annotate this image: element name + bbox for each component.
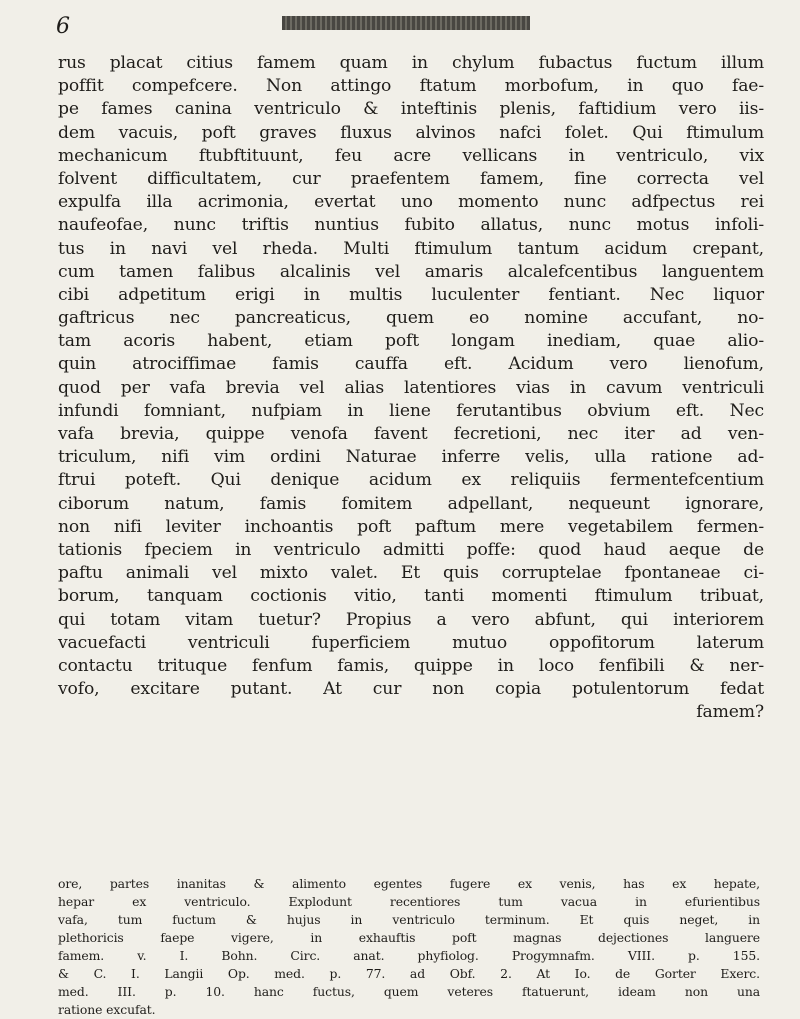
body-line: contactu trituque fenfum famis, quippe in loco fenfibili & ner-: [58, 655, 764, 676]
body-line: tus in navi vel rheda. Multi ftimulum tantum acidum crepant,: [58, 238, 764, 259]
body-line: ftrui poteft. Qui denique acidum ex reliquiis fermentefcentium: [58, 470, 764, 491]
body-line: paftu animali vel mixto valet. Et quis corruptelae fpontaneae ci-: [58, 563, 764, 584]
footnote-line: famem. v. I. Bohn. Circ. anat. phyfiolog. Progymnafm. VIII. p. 155.: [58, 948, 760, 963]
body-line: dem vacuis, poft graves fluxus alvinos nafci folet. Qui ftimulum: [58, 122, 764, 143]
body-line: tationis fpeciem in ventriculo admitti poffe: quod haud aeque de: [58, 539, 764, 560]
body-line: vofo, excitare putant. At cur non copia potulentorum fedat: [58, 679, 764, 700]
body-line: folvent difficultatem, cur praefentem famem, fine correcta vel: [58, 168, 764, 189]
body-line: ciborum natum, famis fomitem adpellant, nequeunt ignorare,: [58, 493, 764, 514]
body-line: vafa brevia, quippe venofa favent fecretioni, nec iter ad ven-: [58, 424, 764, 444]
body-line: cibi adpetitum erigi in multis luculenter fentiant. Nec liquor: [58, 284, 764, 305]
body-line: cum tamen falibus alcalinis vel amaris alcalefcentibus languentem: [58, 261, 764, 282]
footnote-line: vafa, tum fuctum & hujus in ventriculo terminum. Et quis neget, in: [58, 912, 760, 927]
page-number: 6: [56, 14, 70, 39]
footnote-line: & C. I. Langii Op. med. p. 77. ad Obf. 2. At Io. de Gorter Exerc.: [58, 966, 760, 981]
footnote-line: med. III. p. 10. hanc fuctus, quem veteres ftatuerunt, ideam non una: [58, 984, 760, 999]
footnote-line: ore, partes inanitas & alimento egentes fugere ex venis, has ex hepate,: [58, 876, 760, 891]
body-line-final: famem?: [696, 702, 764, 723]
body-line: infundi fomniant, nufpiam in liene ferutantibus obvium eft. Nec: [58, 400, 764, 421]
body-line: vacuefacti ventriculi fuperficiem mutuo oppofitorum laterum: [58, 632, 764, 653]
body-line: gaftricus nec pancreaticus, quem eo nomine accufant, no-: [58, 308, 764, 329]
body-line: expulfa illa acrimonia, evertat uno momento nunc adfpectus rei: [58, 192, 764, 213]
footnote-line: plethoricis faepe vigere, in exhauftis poft magnas dejectiones languere: [58, 930, 760, 945]
body-line: borum, tanquam coctionis vitio, tanti momenti ftimulum tribuat,: [58, 586, 764, 607]
body-line: naufeofae, nunc triftis nuntius fubito allatus, nunc motus infoli-: [58, 215, 764, 236]
body-line: triculum, nifi vim ordini Naturae inferre velis, ulla ratione ad-: [58, 447, 764, 468]
main-body-text: [58, 52, 764, 724]
footnote-line: ratione excufat.: [58, 1002, 156, 1017]
body-line: mechanicum ftubftituunt, feu acre vellicans in ventriculo, vix: [58, 145, 764, 166]
body-line: tam acoris habent, etiam poft longam inediam, quae alio-: [58, 331, 764, 352]
body-line: quod per vafa brevia vel alias latentiores vias in cavum ventriculi: [58, 377, 764, 398]
body-line: rus placat citius famem quam in chylum fubactus fuctum illum: [58, 53, 764, 73]
body-line: non nifi leviter inchoantis poft paftum mere vegetabilem fermen-: [58, 516, 764, 537]
body-line: quin atrociffimae famis cauffa eft. Acidum vero lienofum,: [58, 354, 764, 375]
footnote-block: [58, 875, 760, 1019]
body-line: poffit compefcere. Non attingo ftatum morbofum, in quo fae-: [58, 76, 764, 97]
body-line: pe fames canina ventriculo & inteftinis plenis, faftidium vero iis-: [58, 99, 764, 120]
body-line: qui totam vitam tuetur? Propius a vero abfunt, qui interiorem: [58, 609, 764, 630]
header-ornament-rule: [282, 16, 530, 30]
footnote-line: hepar ex ventriculo. Explodunt recentiores tum vacua in efurientibus: [58, 894, 760, 909]
